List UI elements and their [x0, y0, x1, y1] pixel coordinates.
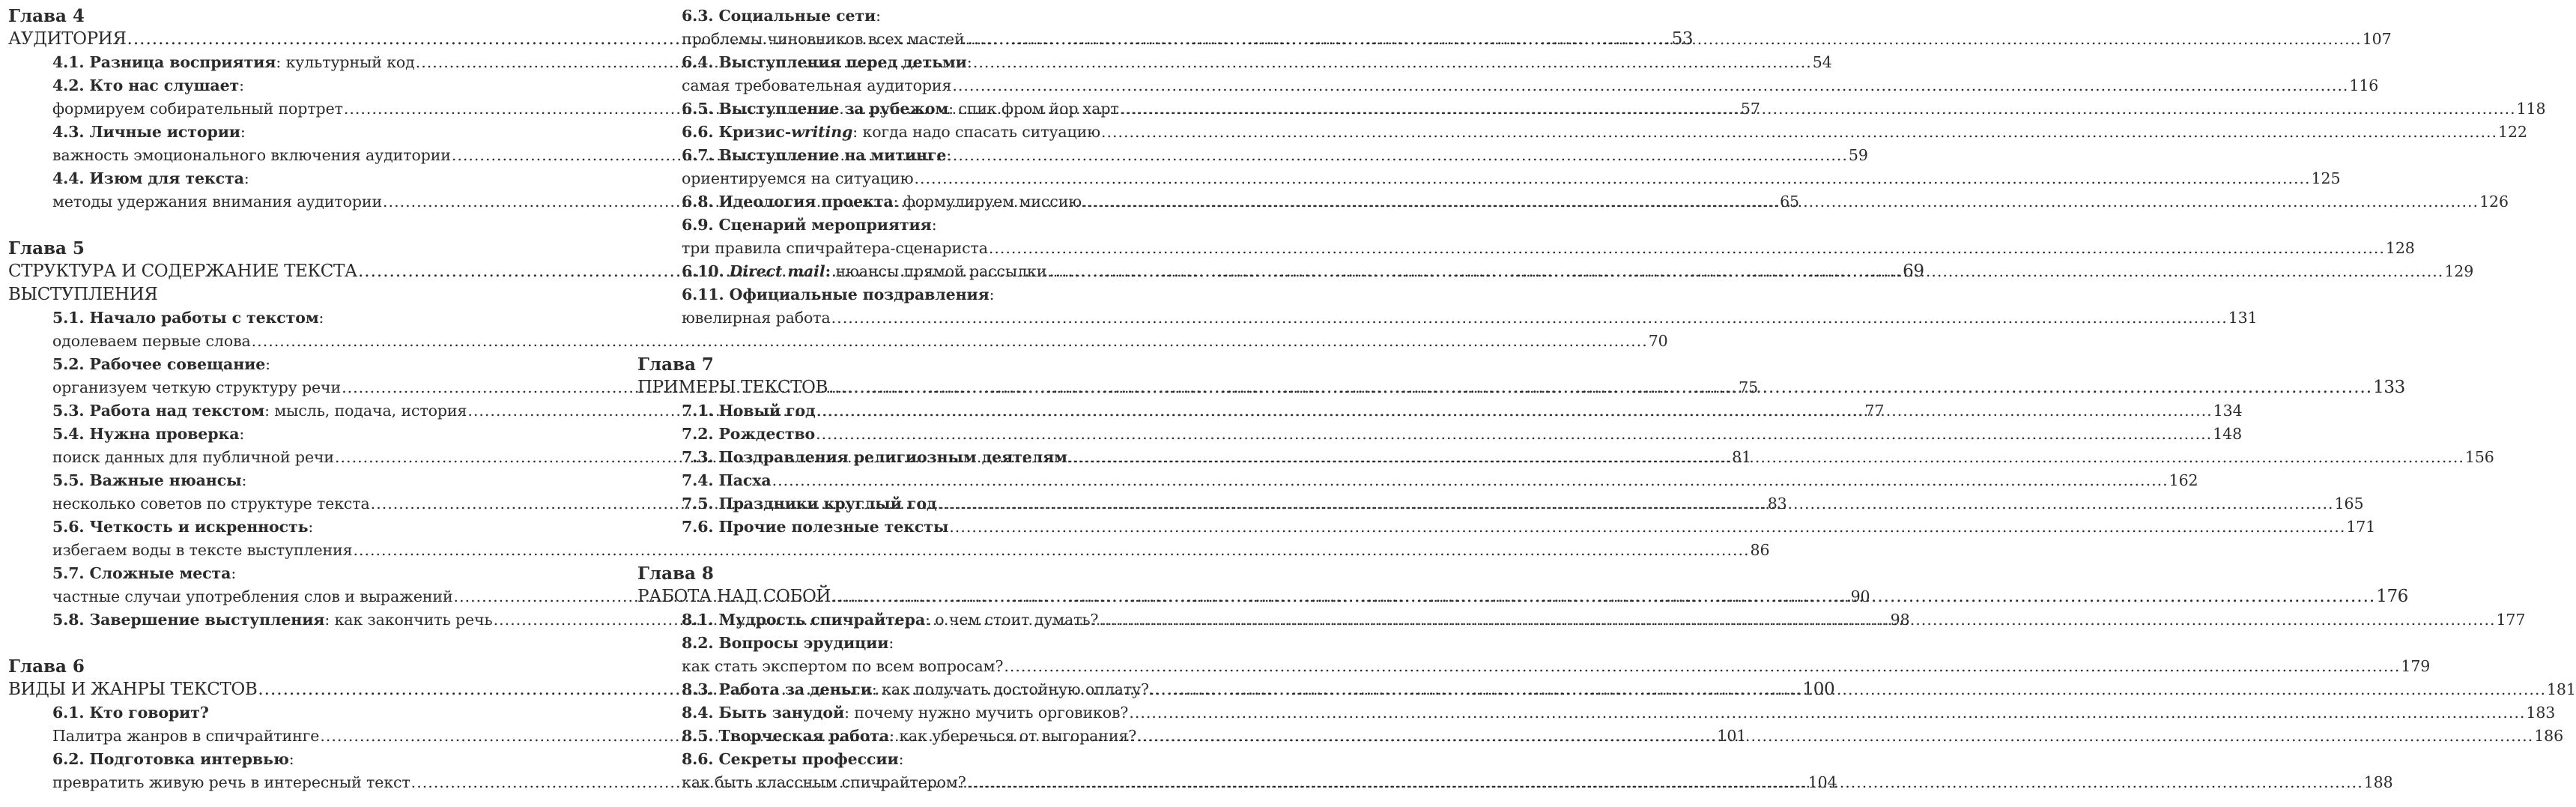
- entry-subtitle: о чем стоит думать?: [930, 611, 1099, 629]
- page-number: 65: [1780, 193, 1799, 211]
- page-number: 75: [1739, 378, 1759, 396]
- entry-subtitle: превратить живую речь в интересный текст: [52, 773, 410, 791]
- entry-subtitle: как уберечься от выгорания?: [894, 727, 1137, 745]
- chapter-title: ПРИМЕРЫ ТЕКСТОВ: [637, 378, 828, 397]
- entry-heading: 8.6. Секреты профессии: [682, 750, 899, 768]
- chapter-title: АУДИТОРИЯ: [8, 29, 127, 49]
- entry-separator: :: [893, 193, 899, 211]
- entry-heading: 6.2. Подготовка интервью: [52, 750, 289, 768]
- entry-heading: 8.1. Мудрость спичрайтера: [682, 611, 926, 629]
- chapter-gap: [8, 214, 534, 237]
- toc-entry-6-6[interactable]: [637, 121, 2527, 144]
- toc-entry-7-6[interactable]: [637, 516, 2376, 539]
- toc-entry-5-4[interactable]: [8, 423, 534, 446]
- page-number: 81: [1732, 448, 1751, 466]
- entry-separator: :: [324, 611, 330, 629]
- entry-heading: 6.7. Выступление на митинге: [682, 146, 947, 164]
- entry-subtitle: ювелирная работа: [682, 309, 831, 327]
- page-number: 104: [1807, 773, 1837, 791]
- entry-heading: 5.2. Рабочее совещание: [52, 355, 266, 373]
- entry-subtitle: формируем собирательный портрет: [52, 100, 343, 118]
- toc-entry-8-2[interactable]: [637, 632, 1169, 655]
- entry-heading: 5.8. Завершение выступления: [52, 611, 325, 629]
- toc-entry-4-4[interactable]: [8, 167, 534, 190]
- page-number: 162: [2169, 471, 2198, 489]
- chapter-title: ВЫСТУПЛЕНИЯ: [8, 285, 158, 304]
- page-number: 171: [2346, 518, 2376, 536]
- dot-leader: [816, 423, 2212, 446]
- page-number: 133: [2373, 378, 2405, 397]
- entry-heading: 4.4. Изюм для текста: [52, 169, 244, 187]
- toc-entry-5-7[interactable]: [8, 562, 534, 585]
- page-number: 70: [1648, 332, 1668, 350]
- dot-leader: [1137, 725, 2533, 748]
- chapter-title: СТРУКТУРА И СОДЕРЖАНИЕ ТЕКСТА: [8, 262, 357, 281]
- dot-leader: [772, 469, 2169, 492]
- toc-entry-6-11[interactable]: [637, 283, 1169, 306]
- entry-subtitle: когда надо спасать ситуацию: [858, 123, 1100, 141]
- entry-separator: :: [276, 53, 282, 71]
- entry-separator: :: [989, 285, 995, 303]
- entry-heading: 6.9. Сценарий мероприятия: [682, 216, 932, 234]
- toc-entry-6-9-subtitle[interactable]: [637, 237, 2415, 260]
- entry-subtitle: организуем четкую структуру речи: [52, 378, 342, 396]
- toc-entry-6-4-subtitle[interactable]: [637, 74, 2379, 97]
- toc-entry-5-1-subtitle[interactable]: [8, 330, 1668, 353]
- entry-heading: 5.4. Нужна проверка: [52, 425, 240, 443]
- entry-separator: :: [241, 471, 247, 489]
- toc-entry-8-4[interactable]: [637, 701, 2556, 725]
- dot-leader: [1120, 97, 2516, 121]
- toc-entry-7-4[interactable]: [637, 469, 2198, 492]
- entry-separator: :: [925, 611, 930, 629]
- entry-subtitle: как закончить речь: [330, 611, 493, 629]
- entry-separator: :: [288, 750, 294, 768]
- entry-subtitle: избегаем воды в тексте выступления: [52, 541, 353, 559]
- dot-leader: [952, 74, 2348, 97]
- chapter-title: РАБОТА НАД СОБОЙ: [637, 587, 831, 606]
- page-number: 188: [2363, 773, 2393, 791]
- dot-leader: [1101, 121, 2497, 144]
- entry-heading: 6.1. Кто говорит?: [52, 704, 209, 722]
- page-number: 54: [1812, 53, 1832, 71]
- entry-heading: 8.5. Творческая работа: [682, 727, 890, 745]
- toc-entry-6-4[interactable]: [637, 51, 1169, 74]
- entry-separator: :: [931, 216, 937, 234]
- page-number: 116: [2349, 76, 2379, 94]
- chapter-5-label: Глава 5: [8, 238, 85, 259]
- entry-heading: 6.8. Идеология проекта: [682, 193, 894, 211]
- entry-subtitle: спик фром йор харт: [953, 100, 1119, 118]
- entry-separator: :: [948, 100, 954, 118]
- entry-heading: 6.5. Выступление за рубежом: [682, 100, 949, 118]
- entry-heading: 8.3. Работа за деньги: [682, 680, 872, 698]
- chapter-gap: [8, 632, 534, 655]
- entry-heading-italic: Direct mail: [729, 262, 825, 280]
- entry-separator: :: [946, 146, 952, 164]
- entry-heading: 4.2. Кто нас слушает: [52, 76, 240, 94]
- page-number: 148: [2213, 425, 2243, 443]
- toc-entry-4-3[interactable]: [8, 121, 534, 144]
- entry-subtitle: важность эмоционального включения аудитории: [52, 146, 451, 164]
- entry-heading: 7.4. Пасха: [682, 471, 772, 489]
- page-number: 128: [2385, 239, 2415, 257]
- chapter-7-label: Глава 7: [637, 354, 714, 375]
- page-number: 125: [2311, 169, 2341, 187]
- dot-leader: [1047, 260, 2443, 283]
- entry-subtitle: три правила спичрайтера-сценариста: [682, 239, 988, 257]
- entry-heading: 4.3. Личные истории: [52, 123, 240, 141]
- toc-entry-5-1[interactable]: [8, 306, 534, 330]
- toc-entry-5-6-subtitle[interactable]: [8, 539, 1770, 562]
- entry-subtitle: проблемы чиновников всех мастей: [682, 30, 965, 48]
- page-number: 183: [2526, 704, 2556, 722]
- page-number: 134: [2213, 402, 2243, 420]
- page-number: 57: [1740, 100, 1760, 118]
- entry-subtitle: как быть классным спичрайтером?: [682, 773, 966, 791]
- page-number: 181: [2546, 680, 2576, 698]
- dot-leader: [831, 306, 2228, 330]
- entry-subtitle: Палитра жанров в спичрайтинге: [52, 727, 320, 745]
- entry-heading-italic: writing: [791, 123, 853, 141]
- entry-separator: :: [318, 309, 324, 327]
- toc-entry-5-2[interactable]: [8, 353, 534, 376]
- entry-separator: :: [264, 402, 270, 420]
- entry-separator: :: [898, 750, 904, 768]
- toc-entry-6-7[interactable]: [637, 144, 1169, 167]
- entry-separator: :: [239, 76, 244, 94]
- toc-entry-7-2[interactable]: [637, 423, 2243, 446]
- dot-leader: [989, 237, 2385, 260]
- page-number: 53: [1671, 29, 1694, 49]
- page-number: 69: [1903, 262, 1924, 281]
- dot-leader: [966, 28, 2362, 51]
- entry-separator: :: [966, 53, 972, 71]
- entry-heading: 6.10.: [682, 262, 730, 280]
- dot-leader: [1099, 608, 2495, 632]
- entry-heading: 6.11. Официальные поздравления: [682, 285, 990, 303]
- toc-entry-6-3[interactable]: [637, 4, 1169, 28]
- entry-separator: :: [889, 727, 894, 745]
- entry-subtitle: поиск данных для публичной речи: [52, 448, 335, 466]
- entry-heading: 7.1. Новый год: [682, 402, 816, 420]
- chapter-gap: [637, 330, 1169, 353]
- dot-leader: [828, 376, 2372, 399]
- dot-leader: [1068, 446, 2464, 469]
- page-number: 98: [1890, 611, 1910, 629]
- page-number: 86: [1750, 541, 1770, 559]
- entry-subtitle: формулируем миссию: [898, 193, 1082, 211]
- page-number: 176: [2376, 587, 2408, 606]
- entry-separator: :: [240, 123, 246, 141]
- page-number: 101: [1717, 727, 1747, 745]
- entry-separator: :: [876, 7, 881, 25]
- chapter-8-label: Глава 8: [637, 563, 714, 584]
- toc-entry-6-7-subtitle[interactable]: [637, 167, 2341, 190]
- page-number: 77: [1864, 402, 1885, 420]
- toc-entry-6-2[interactable]: [8, 748, 534, 771]
- entry-separator: :: [243, 169, 249, 187]
- page-number: 59: [1848, 146, 1868, 164]
- entry-subtitle: нюансы прямой рассылки: [831, 262, 1047, 280]
- toc-entry-6-1[interactable]: [8, 701, 534, 725]
- page-number: 129: [2444, 262, 2474, 280]
- toc-entry-8-6[interactable]: [637, 748, 1169, 771]
- entry-subtitle: культурный код: [281, 53, 415, 71]
- entry-heading: 4.1. Разница восприятия: [52, 53, 276, 71]
- entry-heading: 6.4. Выступления перед детьми: [682, 53, 967, 71]
- entry-heading: 6.3. Социальные сети: [682, 7, 876, 25]
- dot-leader: [831, 585, 2375, 608]
- page-number: 156: [2464, 448, 2494, 466]
- chapter-5-title-continued: [8, 283, 534, 306]
- page-number: 179: [2401, 657, 2431, 675]
- dot-leader: [1082, 190, 2479, 214]
- entry-subtitle: как получать достойную оплату?: [876, 680, 1149, 698]
- dot-leader: [1129, 701, 2525, 725]
- page-number: 126: [2479, 193, 2509, 211]
- entry-subtitle: мысль, подача, история: [269, 402, 467, 420]
- toc-entry-5-6[interactable]: [8, 516, 534, 539]
- entry-subtitle: частные случаи употребления слов и выражений: [52, 587, 453, 605]
- entry-separator: :: [231, 564, 237, 582]
- entry-separator: :: [239, 425, 245, 443]
- toc-entry-6-11-subtitle[interactable]: [637, 306, 2258, 330]
- entry-separator: :: [825, 262, 831, 280]
- chapter-gap: [637, 539, 1169, 562]
- entry-separator: :: [852, 123, 858, 141]
- toc-entry-5-5[interactable]: [8, 469, 534, 492]
- page-number: 122: [2498, 123, 2527, 141]
- entry-heading: 7.2. Рождество: [682, 425, 816, 443]
- entry-separator: :: [871, 680, 877, 698]
- dot-leader: [949, 516, 2345, 539]
- chapter-title: ВИДЫ И ЖАНРЫ ТЕКСТОВ: [8, 680, 258, 699]
- toc-entry-8-2-subtitle[interactable]: [637, 655, 2431, 678]
- dot-leader: [915, 167, 2311, 190]
- entry-heading: 7.6. Прочие полезные тексты: [682, 518, 949, 536]
- page-number: 177: [2496, 611, 2526, 629]
- page-number: 100: [1802, 680, 1835, 699]
- entry-heading: 5.6. Четкость и искренность: [52, 518, 309, 536]
- toc-entry-6-9[interactable]: [637, 214, 1169, 237]
- entry-separator: :: [888, 634, 894, 652]
- entry-heading: 5.1. Начало работы с текстом: [52, 309, 319, 327]
- entry-heading: 7.5. Праздники круглый год: [682, 495, 937, 513]
- entry-subtitle: самая требовательная аудитория: [682, 76, 952, 94]
- entry-subtitle: почему нужно мучить орговиков?: [849, 704, 1129, 722]
- entry-heading: 5.3. Работа над текстом: [52, 402, 265, 420]
- dot-leader: [1004, 655, 2400, 678]
- entry-subtitle: несколько советов по структуре текста: [52, 495, 370, 513]
- entry-subtitle: одолеваем первые слова: [52, 332, 251, 350]
- page-number: 107: [2362, 30, 2392, 48]
- toc-entry-4-2[interactable]: [8, 74, 534, 97]
- page-number: 90: [1850, 587, 1870, 605]
- entry-separator: :: [844, 704, 849, 722]
- page-number: 83: [1767, 495, 1787, 513]
- chapter-4-label: Глава 4: [8, 6, 85, 26]
- dot-leader: [967, 771, 2363, 794]
- page-number: 165: [2334, 495, 2364, 513]
- entry-heading: 6.6. Кризис-: [682, 123, 792, 141]
- dot-leader: [1150, 678, 2546, 701]
- entry-separator: :: [265, 355, 270, 373]
- entry-separator: :: [308, 518, 314, 536]
- page-number: 118: [2516, 100, 2546, 118]
- entry-subtitle: методы удержания внимания аудитории: [52, 193, 383, 211]
- entry-subtitle: ориентируемся на ситуацию: [682, 169, 914, 187]
- chapter-6-label: Глава 6: [8, 656, 85, 677]
- dot-leader: [938, 492, 2334, 516]
- entry-heading: 8.4. Быть занудой: [682, 704, 845, 722]
- page-number: 131: [2228, 309, 2258, 327]
- entry-heading: 7.3. Поздравления религиозным деятелям: [682, 448, 1067, 466]
- entry-heading: 8.2. Вопросы эрудиции: [682, 634, 889, 652]
- entry-heading: 5.7. Сложные места: [52, 564, 231, 582]
- dot-leader: [816, 399, 2213, 423]
- entry-heading: 5.5. Важные нюансы: [52, 471, 242, 489]
- entry-subtitle: как стать экспертом по всем вопросам?: [682, 657, 1004, 675]
- page-number: 186: [2534, 727, 2564, 745]
